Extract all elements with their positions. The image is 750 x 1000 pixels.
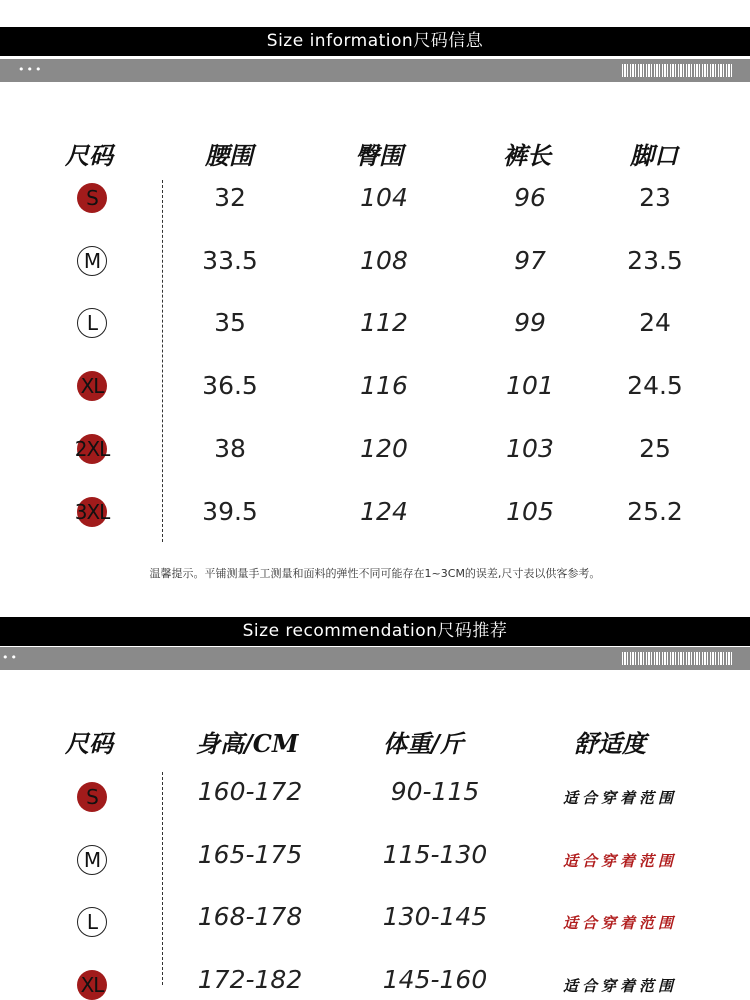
size-recommendation-banner: Size recommendation尺码推荐 (0, 617, 750, 646)
table-cell-hem: 24.5 (627, 371, 683, 400)
size-badge (77, 907, 107, 937)
size-info-graybar (0, 59, 750, 82)
size-label: XL (80, 973, 104, 997)
table-cell-waist: 32 (214, 183, 246, 212)
column-header: 舒适度 (574, 729, 646, 758)
column-header: 脚口 (630, 141, 678, 170)
table-cell-waist: 36.5 (202, 371, 258, 400)
table-cell-hem: 23 (639, 183, 671, 212)
dashed-divider (162, 772, 163, 985)
size-label: 2XL (74, 437, 110, 461)
size-label: M (83, 249, 101, 273)
size-badge (77, 246, 107, 276)
size-label: L (86, 311, 98, 335)
size-label: 3XL (74, 500, 110, 524)
table-cell-hem: 25 (639, 434, 671, 463)
measurement-note: 温馨提示。平铺测量手工测量和面料的弹性不同可能存在1~3CM的误差,尺寸表以供客参考。 (149, 567, 601, 580)
column-header: 尺码 (65, 729, 113, 758)
table-cell-weight: 115-130 (382, 840, 488, 869)
fit-range-label: 适合穿着范围 (562, 977, 678, 995)
size-label: M (83, 848, 101, 872)
size-badge (74, 434, 110, 464)
column-header: 身高/CM (196, 729, 299, 758)
table-cell-length: 103 (506, 434, 554, 463)
table-cell-hip: 116 (360, 371, 408, 400)
table-cell-length: 97 (514, 246, 546, 275)
size-badge (74, 497, 110, 527)
table-cell-waist: 35 (214, 308, 246, 337)
table-cell-length: 105 (506, 497, 554, 526)
dashed-divider (162, 180, 163, 542)
barcode-icon (622, 64, 734, 77)
size-badge (77, 308, 107, 338)
table-cell-waist: 38 (214, 434, 246, 463)
size-badge (77, 845, 107, 875)
table-cell-waist: 39.5 (202, 497, 258, 526)
fit-range-label: 适合穿着范围 (562, 914, 678, 932)
table-cell-waist: 33.5 (202, 246, 258, 275)
size-label: S (86, 785, 98, 809)
size-label: S (86, 186, 98, 210)
table-cell-height: 172-182 (197, 965, 303, 994)
column-header: 体重/斤 (383, 729, 464, 758)
table-cell-hip: 108 (360, 246, 408, 275)
fit-range-label: 适合穿着范围 (562, 852, 678, 870)
dots-icon: •• (2, 651, 19, 664)
size-info-banner: Size information尺码信息 (0, 27, 750, 56)
table-cell-length: 99 (514, 308, 546, 337)
table-cell-hem: 24 (639, 308, 671, 337)
size-label: XL (80, 374, 104, 398)
size-badge (77, 970, 107, 1000)
table-cell-weight: 145-160 (382, 965, 488, 994)
column-header: 尺码 (65, 141, 113, 170)
table-cell-height: 165-175 (197, 840, 303, 869)
table-cell-height: 168-178 (197, 902, 303, 931)
table-cell-hip: 104 (360, 183, 408, 212)
table-cell-weight: 130-145 (382, 902, 488, 931)
barcode-icon (622, 652, 734, 665)
table-cell-length: 101 (506, 371, 554, 400)
table-cell-hem: 23.5 (627, 246, 683, 275)
table-cell-length: 96 (514, 183, 546, 212)
size-badge (77, 371, 107, 401)
table-cell-height: 160-172 (197, 777, 303, 806)
size-badge (77, 782, 107, 812)
table-cell-weight: 90-115 (390, 777, 480, 806)
size-recommendation-graybar (0, 647, 750, 670)
table-cell-hem: 25.2 (627, 497, 683, 526)
table-cell-hip: 124 (360, 497, 408, 526)
table-cell-hip: 112 (360, 308, 408, 337)
size-badge (77, 183, 107, 213)
column-header: 裤长 (503, 141, 551, 170)
dots-icon: ••• (18, 63, 44, 76)
column-header: 臀围 (355, 141, 403, 170)
fit-range-label: 适合穿着范围 (562, 789, 678, 807)
column-header: 腰围 (205, 141, 253, 170)
size-label: L (86, 910, 98, 934)
table-cell-hip: 120 (360, 434, 408, 463)
